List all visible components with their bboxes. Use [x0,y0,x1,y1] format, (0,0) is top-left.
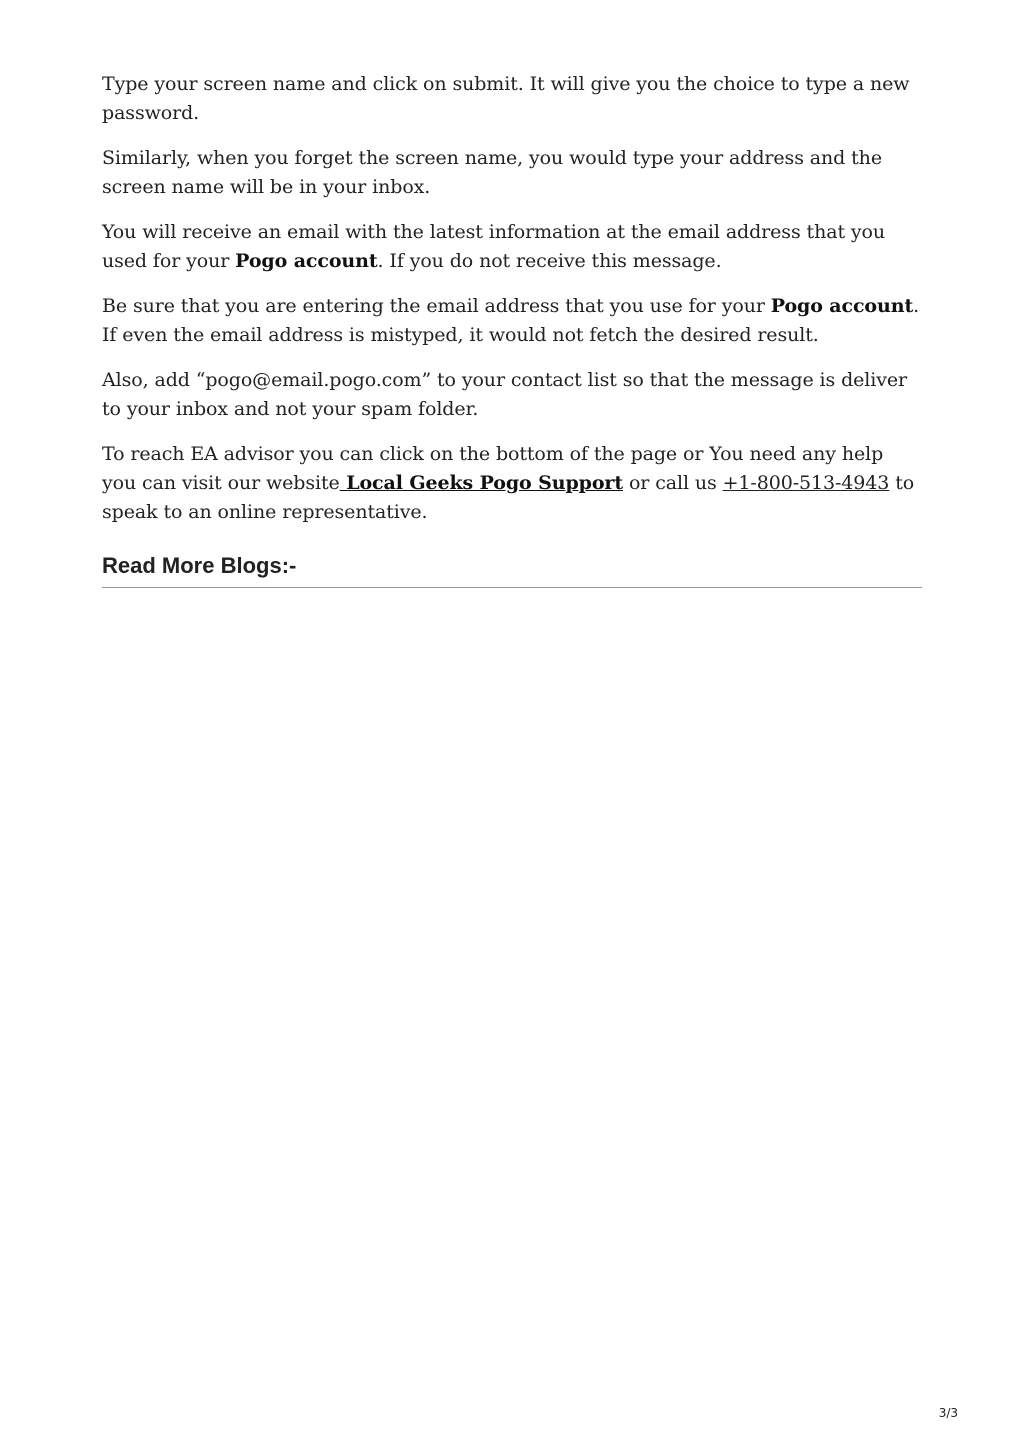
paragraph-forgot-screen-name: Similarly, when you forget the screen name, you would type your address and the screen name will be in your inbox. [102,147,882,198]
paragraph-text: To reach EA advisor you can click on the bottom of the page or You need any help you can visit our website [102,443,884,494]
paragraph-text: or call us [623,472,723,494]
phone-number-link[interactable]: +1-800-513-4943 [722,472,890,494]
bold-pogo-account: Pogo account [770,295,914,317]
page-number: 3/3 [938,1406,958,1420]
bold-pogo-account: Pogo account [235,250,378,272]
support-website-link[interactable]: Local Geeks Pogo Support [339,472,624,494]
paragraph-text: . If you do not receive this message. [377,250,722,272]
paragraph-text: . If even the email address is mistyped, it would not fetch the desired result. [102,295,920,346]
paragraph-reset-password: Type your screen name and click on submit. It will give you the choice to type a new password. [102,73,910,124]
read-more-heading: Read More Blogs:- [102,553,922,588]
paragraph-correct-email [102,292,922,350]
paragraph-contact-list: Also, add “pogo@email.pogo.com” to your contact list so that the message is deliver to your inbox and not your spam folder. [102,369,908,420]
paragraph-text: to speak to an online representative. [102,472,915,523]
paragraph-support-contact [102,440,922,527]
paragraph-text: Be sure that you are entering the email address that you use for your [102,295,771,317]
paragraph-text: You will receive an email with the latest information at the email address that you used for your [102,221,886,272]
article-body [102,70,922,588]
paragraph-receive-email [102,218,922,276]
